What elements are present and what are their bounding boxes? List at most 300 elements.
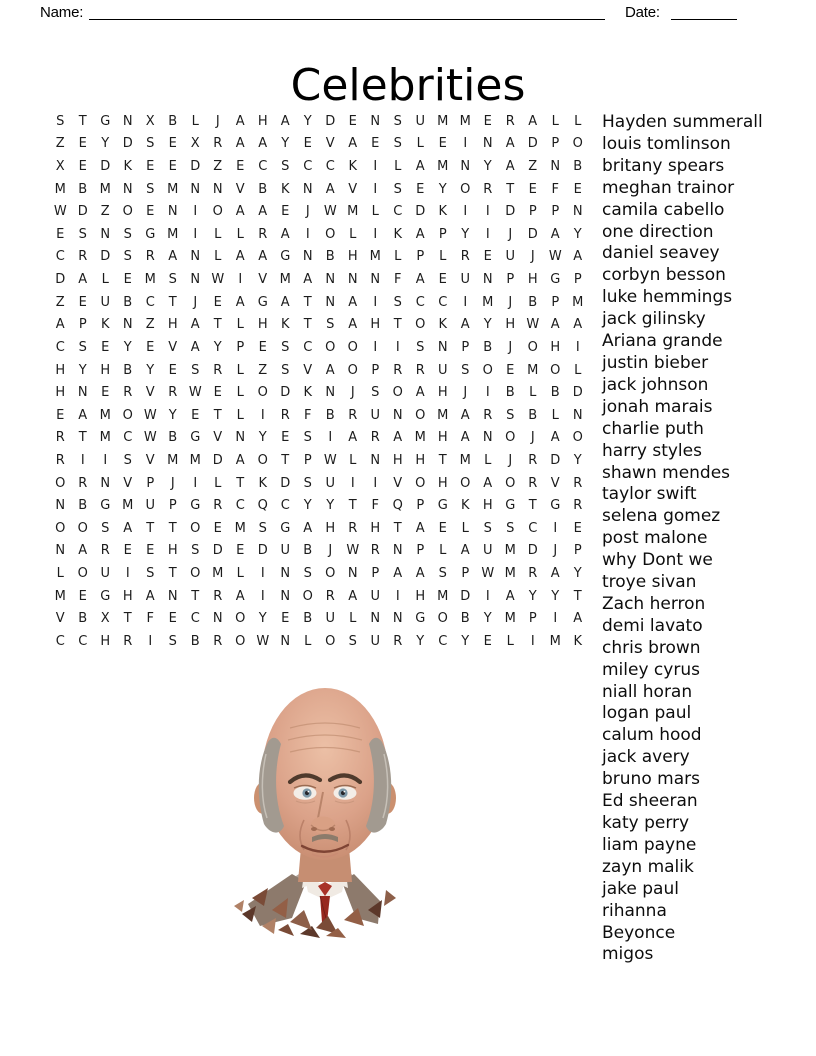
- grid-cell: P: [416, 249, 425, 265]
- grid-cell: A: [235, 294, 245, 310]
- grid-cell: M: [437, 159, 449, 175]
- grid-cell: Z: [55, 136, 65, 152]
- grid-cell: A: [55, 317, 65, 333]
- grid-cell: O: [392, 385, 403, 401]
- grid-cell: O: [572, 136, 583, 152]
- grid-cell: Y: [438, 181, 447, 197]
- grid-cell: N: [122, 317, 133, 333]
- grid-cell: X: [145, 113, 155, 129]
- word-list-item: luke hemmings: [602, 287, 733, 308]
- grid-cell: I: [328, 430, 333, 446]
- grid-cell: Y: [101, 136, 110, 152]
- grid-cell: M: [504, 543, 516, 559]
- grid-cell: A: [235, 452, 245, 468]
- grid-cell: W: [323, 204, 337, 220]
- grid-cell: C: [258, 159, 268, 175]
- grid-cell: R: [145, 249, 155, 265]
- grid-cell: A: [168, 249, 178, 265]
- grid-cell: C: [190, 611, 200, 627]
- grid-cell: D: [527, 543, 538, 559]
- word-list-item: taylor swift: [602, 484, 697, 505]
- grid-cell: Y: [258, 611, 267, 627]
- grid-cell: N: [235, 430, 246, 446]
- grid-cell: B: [528, 407, 538, 423]
- grid-cell: N: [122, 181, 133, 197]
- grid-cell: O: [190, 520, 201, 536]
- grid-cell: K: [280, 317, 290, 333]
- grid-cell: P: [416, 543, 425, 559]
- grid-cell: S: [146, 136, 155, 152]
- grid-cell: A: [393, 565, 403, 581]
- word-list-item: meghan trainor: [602, 177, 735, 198]
- grid-cell: S: [123, 249, 132, 265]
- grid-cell: Y: [78, 362, 87, 378]
- word-list-item: one direction: [602, 221, 714, 242]
- grid-cell: M: [459, 113, 471, 129]
- grid-cell: A: [190, 339, 200, 355]
- grid-cell: A: [235, 113, 245, 129]
- grid-cell: D: [572, 385, 583, 401]
- grid-cell: M: [527, 362, 539, 378]
- grid-cell: Y: [326, 498, 335, 514]
- grid-cell: T: [573, 588, 582, 604]
- grid-cell: K: [393, 226, 403, 242]
- grid-cell: T: [438, 452, 447, 468]
- grid-cell: A: [325, 181, 335, 197]
- grid-cell: L: [214, 249, 222, 265]
- grid-cell: A: [573, 249, 583, 265]
- grid-cell: A: [348, 136, 358, 152]
- grid-cell: Y: [573, 452, 582, 468]
- grid-cell: P: [528, 611, 537, 627]
- grid-cell: S: [191, 362, 200, 378]
- grid-cell: B: [78, 181, 88, 197]
- grid-cell: T: [213, 317, 222, 333]
- grid-cell: E: [146, 543, 155, 559]
- grid-cell: T: [146, 520, 155, 536]
- grid-cell: T: [168, 565, 177, 581]
- grid-cell: M: [369, 249, 381, 265]
- grid-cell: G: [145, 226, 156, 242]
- grid-cell: I: [373, 181, 378, 197]
- grid-cell: Y: [483, 159, 492, 175]
- grid-cell: L: [461, 520, 469, 536]
- grid-cell: E: [281, 611, 290, 627]
- grid-cell: R: [325, 588, 335, 604]
- grid-cell: H: [482, 498, 493, 514]
- grid-cell: P: [573, 543, 582, 559]
- grid-cell: A: [190, 317, 200, 333]
- grid-cell: U: [100, 565, 110, 581]
- grid-cell: K: [280, 181, 290, 197]
- grid-cell: N: [550, 159, 561, 175]
- grid-cell: N: [55, 543, 66, 559]
- grid-cell: A: [258, 204, 268, 220]
- grid-cell: A: [505, 588, 515, 604]
- grid-cell: D: [325, 113, 336, 129]
- grid-cell: S: [56, 113, 65, 129]
- grid-cell: Z: [55, 294, 65, 310]
- grid-cell: O: [55, 475, 66, 491]
- grid-cell: M: [234, 520, 246, 536]
- grid-cell: B: [190, 633, 200, 649]
- grid-cell: L: [371, 204, 379, 220]
- grid-cell: O: [347, 339, 358, 355]
- word-list-item: jack avery: [602, 747, 690, 768]
- grid-cell: N: [280, 633, 291, 649]
- word-list-item: Hayden summerall: [602, 112, 763, 132]
- date-label: Date:: [625, 4, 660, 21]
- grid-cell: A: [280, 226, 290, 242]
- grid-cell: A: [348, 317, 358, 333]
- grid-cell: E: [528, 181, 537, 197]
- grid-cell: B: [78, 498, 88, 514]
- grid-cell: R: [528, 475, 538, 491]
- grid-cell: R: [100, 543, 110, 559]
- grid-cell: W: [548, 249, 562, 265]
- word-list-item: demi lavato: [602, 615, 703, 636]
- grid-cell: F: [371, 498, 379, 514]
- grid-cell: O: [325, 339, 336, 355]
- grid-cell: J: [328, 543, 333, 559]
- grid-cell: L: [574, 362, 582, 378]
- grid-cell: G: [257, 294, 268, 310]
- grid-cell: H: [527, 272, 538, 288]
- grid-cell: R: [483, 407, 493, 423]
- grid-cell: H: [550, 339, 561, 355]
- grid-cell: M: [54, 181, 66, 197]
- grid-cell: I: [463, 136, 468, 152]
- grid-cell: A: [303, 520, 313, 536]
- word-list-item: troye sivan: [602, 572, 697, 593]
- grid-cell: I: [485, 204, 490, 220]
- grid-cell: K: [438, 317, 448, 333]
- grid-cell: B: [168, 430, 178, 446]
- grid-cell: A: [415, 520, 425, 536]
- grid-cell: G: [280, 520, 291, 536]
- grid-cell: G: [415, 611, 426, 627]
- grid-cell: Y: [483, 611, 492, 627]
- grid-cell: N: [347, 272, 358, 288]
- grid-cell: A: [550, 226, 560, 242]
- grid-cell: M: [167, 181, 179, 197]
- grid-cell: O: [190, 565, 201, 581]
- grid-cell: F: [146, 611, 154, 627]
- grid-cell: N: [460, 159, 471, 175]
- grid-cell: M: [504, 611, 516, 627]
- grid-cell: E: [78, 294, 87, 310]
- grid-cell: L: [236, 565, 244, 581]
- grid-cell: R: [55, 430, 65, 446]
- grid-cell: B: [78, 611, 88, 627]
- grid-cell: P: [506, 272, 515, 288]
- grid-cell: Y: [123, 339, 132, 355]
- grid-cell: R: [573, 498, 583, 514]
- grid-cell: N: [370, 272, 381, 288]
- grid-cell: T: [303, 294, 312, 310]
- grid-cell: P: [371, 565, 380, 581]
- grid-cell: C: [415, 294, 425, 310]
- grid-cell: I: [395, 339, 400, 355]
- grid-cell: K: [303, 385, 313, 401]
- grid-cell: N: [437, 339, 448, 355]
- grid-cell: D: [505, 204, 516, 220]
- word-list-item: liam payne: [602, 834, 697, 855]
- grid-cell: S: [281, 339, 290, 355]
- grid-cell: E: [168, 362, 177, 378]
- grid-cell: I: [148, 633, 153, 649]
- grid-cell: O: [257, 385, 268, 401]
- grid-cell: E: [236, 543, 245, 559]
- grid-cell: R: [78, 249, 88, 265]
- grid-cell: D: [212, 543, 223, 559]
- grid-cell: Y: [528, 588, 537, 604]
- grid-cell: N: [482, 430, 493, 446]
- grid-cell: O: [122, 204, 133, 220]
- grid-cell: A: [483, 475, 493, 491]
- grid-cell: Z: [213, 159, 223, 175]
- grid-cell: E: [573, 520, 582, 536]
- grid-cell: S: [438, 565, 447, 581]
- grid-cell: C: [438, 294, 448, 310]
- grid-cell: P: [528, 204, 537, 220]
- name-write-in-line: [89, 19, 605, 20]
- grid-cell: O: [235, 633, 246, 649]
- grid-cell: C: [438, 633, 448, 649]
- grid-cell: A: [78, 272, 88, 288]
- word-list-item: louis tomlinson: [602, 133, 731, 154]
- grid-cell: C: [55, 339, 65, 355]
- grid-cell: R: [213, 633, 223, 649]
- grid-cell: O: [505, 430, 516, 446]
- grid-cell: K: [258, 475, 268, 491]
- grid-cell: A: [460, 430, 470, 446]
- grid-cell: L: [529, 385, 537, 401]
- grid-cell: A: [348, 294, 358, 310]
- grid-cell: H: [347, 249, 358, 265]
- grid-cell: A: [393, 430, 403, 446]
- grid-cell: E: [123, 272, 132, 288]
- grid-cell: W: [143, 407, 157, 423]
- grid-cell: S: [303, 565, 312, 581]
- grid-cell: C: [280, 498, 290, 514]
- grid-cell: O: [302, 588, 313, 604]
- grid-cell: M: [437, 113, 449, 129]
- grid-cell: U: [280, 543, 290, 559]
- grid-cell: N: [212, 611, 223, 627]
- grid-cell: O: [527, 339, 538, 355]
- grid-cell: L: [439, 249, 447, 265]
- grid-cell: V: [213, 430, 223, 446]
- grid-cell: U: [370, 588, 380, 604]
- grid-cell: J: [508, 226, 513, 242]
- grid-cell: U: [370, 633, 380, 649]
- grid-cell: W: [346, 543, 360, 559]
- grid-cell: L: [56, 565, 64, 581]
- grid-cell: B: [528, 294, 538, 310]
- word-list-item: charlie puth: [602, 418, 704, 439]
- grid-cell: T: [528, 498, 537, 514]
- grid-cell: H: [122, 588, 133, 604]
- grid-cell: B: [483, 339, 493, 355]
- grid-cell: O: [460, 475, 471, 491]
- grid-cell: S: [393, 294, 402, 310]
- grid-cell: C: [393, 204, 403, 220]
- grid-cell: E: [258, 339, 267, 355]
- grid-cell: T: [506, 181, 515, 197]
- grid-cell: U: [325, 611, 335, 627]
- grid-cell: A: [235, 204, 245, 220]
- grid-cell: W: [323, 452, 337, 468]
- grid-cell: N: [280, 565, 291, 581]
- grid-cell: I: [553, 611, 558, 627]
- grid-cell: P: [551, 204, 560, 220]
- grid-cell: V: [123, 475, 133, 491]
- word-list-item: rihanna: [602, 900, 667, 921]
- grid-cell: J: [508, 339, 513, 355]
- grid-cell: F: [394, 272, 402, 288]
- grid-cell: I: [553, 520, 558, 536]
- grid-cell: I: [395, 588, 400, 604]
- grid-cell: O: [437, 611, 448, 627]
- grid-cell: C: [123, 430, 133, 446]
- grid-cell: L: [551, 113, 559, 129]
- grid-cell: D: [100, 159, 111, 175]
- grid-cell: N: [190, 272, 201, 288]
- grid-cell: N: [100, 475, 111, 491]
- grid-cell: R: [213, 136, 223, 152]
- word-list-item: Zach herron: [602, 593, 706, 614]
- grid-cell: V: [235, 181, 245, 197]
- grid-cell: P: [461, 565, 470, 581]
- grid-cell: T: [78, 430, 87, 446]
- grid-cell: G: [280, 249, 291, 265]
- grid-cell: V: [303, 362, 313, 378]
- grid-cell: I: [530, 633, 535, 649]
- grid-cell: E: [78, 136, 87, 152]
- grid-cell: U: [100, 294, 110, 310]
- tie-shape: [318, 882, 332, 922]
- grid-cell: M: [99, 181, 111, 197]
- grid-cell: O: [415, 317, 426, 333]
- grid-cell: Y: [573, 565, 582, 581]
- grid-cell: Y: [213, 339, 222, 355]
- grid-cell: O: [572, 430, 583, 446]
- grid-cell: H: [370, 317, 381, 333]
- grid-cell: X: [100, 611, 110, 627]
- grid-cell: S: [393, 181, 402, 197]
- grid-cell: E: [416, 181, 425, 197]
- grid-cell: I: [193, 204, 198, 220]
- grid-cell: Y: [551, 588, 560, 604]
- grid-cell: W: [526, 317, 540, 333]
- grid-cell: S: [258, 520, 267, 536]
- grid-cell: S: [461, 362, 470, 378]
- grid-cell: X: [190, 136, 200, 152]
- grid-cell: I: [260, 407, 265, 423]
- word-list-item: harry styles: [602, 440, 702, 461]
- grid-cell: H: [100, 362, 111, 378]
- grid-cell: M: [167, 452, 179, 468]
- grid-cell: S: [371, 385, 380, 401]
- grid-cell: N: [325, 272, 336, 288]
- grid-cell: S: [326, 317, 335, 333]
- grid-cell: G: [100, 113, 111, 129]
- grid-cell: N: [77, 385, 88, 401]
- grid-cell: S: [416, 339, 425, 355]
- grid-cell: L: [304, 633, 312, 649]
- grid-cell: E: [438, 272, 447, 288]
- word-list-item: migos: [602, 944, 654, 965]
- grid-cell: N: [370, 113, 381, 129]
- grid-cell: H: [415, 588, 426, 604]
- grid-cell: E: [573, 181, 582, 197]
- grid-cell: S: [123, 226, 132, 242]
- grid-cell: S: [506, 407, 515, 423]
- grid-cell: M: [167, 226, 179, 242]
- grid-cell: I: [485, 226, 490, 242]
- grid-cell: B: [258, 181, 268, 197]
- grid-cell: O: [325, 565, 336, 581]
- grid-cell: L: [236, 317, 244, 333]
- grid-cell: P: [416, 498, 425, 514]
- grid-cell: I: [575, 339, 580, 355]
- grid-cell: I: [125, 565, 130, 581]
- grid-cell: R: [370, 543, 380, 559]
- grid-cell: O: [77, 520, 88, 536]
- grid-cell: Z: [145, 317, 155, 333]
- grid-cell: L: [484, 452, 492, 468]
- grid-cell: A: [280, 294, 290, 310]
- grid-cell: J: [193, 294, 198, 310]
- grid-cell: D: [122, 136, 133, 152]
- grid-cell: G: [190, 430, 201, 446]
- grid-cell: A: [550, 317, 560, 333]
- grid-cell: L: [101, 272, 109, 288]
- grid-cell: R: [258, 226, 268, 242]
- grid-cell: E: [78, 159, 87, 175]
- grid-cell: D: [527, 136, 538, 152]
- grid-cell: M: [459, 452, 471, 468]
- grid-cell: S: [303, 430, 312, 446]
- grid-cell: H: [257, 113, 268, 129]
- grid-cell: Y: [303, 113, 312, 129]
- grid-cell: W: [143, 430, 157, 446]
- word-list-item: katy perry: [602, 813, 690, 833]
- portrait-svg: [228, 684, 400, 940]
- grid-cell: K: [573, 633, 583, 649]
- grid-cell: R: [348, 520, 358, 536]
- grid-cell: E: [236, 159, 245, 175]
- grid-cell: L: [394, 159, 402, 175]
- word-list-item: camila cabello: [602, 199, 725, 220]
- grid-cell: P: [303, 452, 312, 468]
- grid-cell: C: [235, 498, 245, 514]
- grid-cell: O: [122, 407, 133, 423]
- grid-cell: K: [100, 317, 110, 333]
- grid-cell: M: [504, 565, 516, 581]
- grid-cell: L: [394, 249, 402, 265]
- grid-cell: C: [303, 339, 313, 355]
- grid-cell: B: [325, 249, 335, 265]
- grid-cell: L: [191, 113, 199, 129]
- grid-cell: M: [437, 588, 449, 604]
- grid-cell: D: [100, 249, 111, 265]
- grid-cell: T: [348, 498, 357, 514]
- grid-cell: E: [483, 113, 492, 129]
- grid-cell: L: [236, 385, 244, 401]
- grid-cell: B: [505, 385, 515, 401]
